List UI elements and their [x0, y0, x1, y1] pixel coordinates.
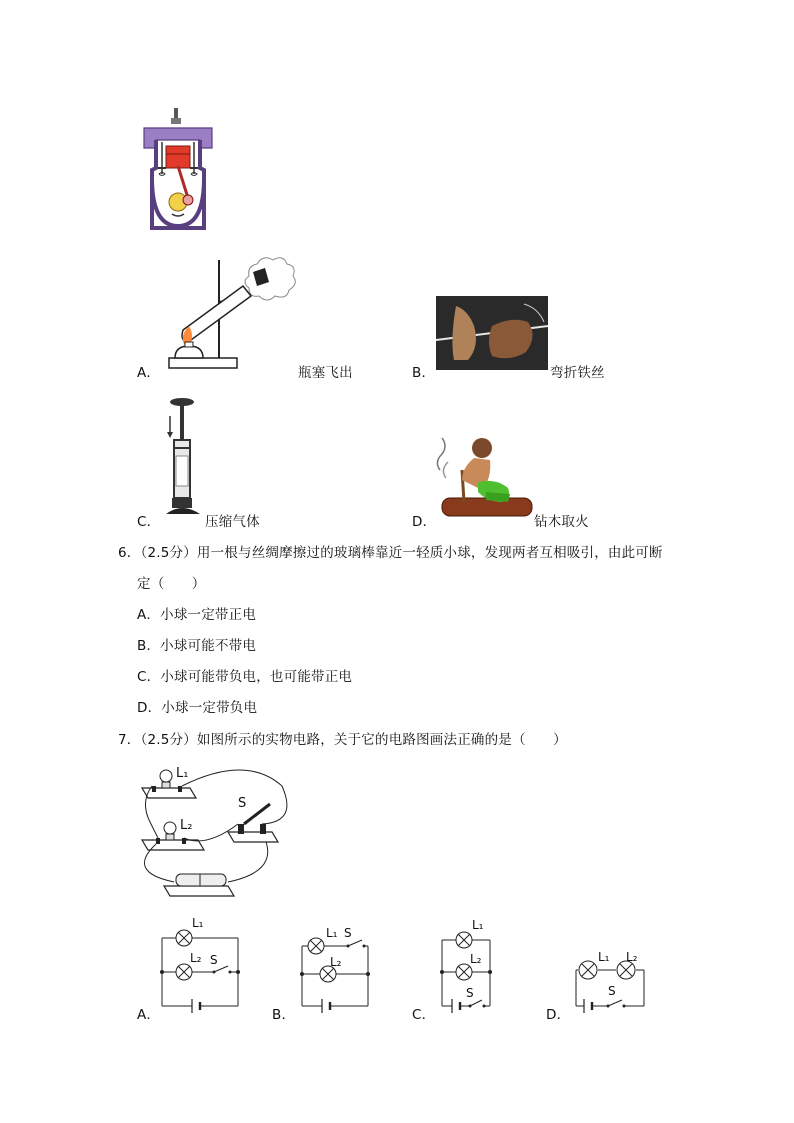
circuit-d-s-label: S — [608, 984, 616, 998]
circuit-option-c-letter: C． — [412, 1007, 436, 1023]
option-b-caption: 弯折铁丝 — [550, 365, 605, 381]
option-d-caption: 钻木取火 — [534, 514, 589, 530]
option-d-letter: D． — [412, 514, 437, 530]
physical-circuit-image — [136, 762, 296, 908]
circuit-option-d-letter: D． — [546, 1007, 571, 1023]
q7-stem: 7．（2.5分）如图所示的实物电路，关于它的电路图画法正确的是（ ） — [118, 732, 567, 748]
drilling-wood-image — [434, 434, 534, 522]
circuit-b-l2-label: L₂ — [330, 955, 342, 969]
circuit-b-l1-label: L₁ — [326, 926, 338, 940]
q6-option-a: A．小球一定带正电 — [137, 607, 257, 623]
circuit-c-l1-label: L₁ — [472, 918, 484, 932]
q6-stem-line2: 定（ ） — [137, 576, 206, 592]
q6-option-c: C．小球可能带负电，也可能带正电 — [137, 669, 353, 685]
circuit-c-s-label: S — [466, 986, 474, 1000]
physical-l1-label: L₁ — [176, 766, 189, 781]
engine-diagram — [138, 108, 218, 230]
circuit-c-l2-label: L₂ — [470, 952, 482, 966]
option-b-letter: B． — [412, 365, 436, 381]
circuit-a-l1-label: L₁ — [192, 916, 204, 930]
circuit-d-l1-label: L₁ — [598, 950, 610, 964]
circuit-option-b-letter: B． — [272, 1007, 296, 1023]
circuit-a-l2-label: L₂ — [190, 951, 202, 965]
circuit-option-a-letter: A． — [137, 1007, 161, 1023]
circuit-diagram-a — [158, 926, 240, 1010]
option-a-letter: A． — [137, 365, 161, 381]
q6-option-b: B．小球可能不带电 — [137, 638, 257, 654]
q6-stem-line1: 6．（2.5分）用一根与丝绸摩擦过的玻璃棒靠近一轻质小球，发现两者互相吸引，由此可断 — [118, 545, 663, 561]
circuit-diagram-b — [298, 936, 372, 1010]
test-tube-apparatus-image — [165, 252, 297, 374]
option-a-caption: 瓶塞飞出 — [298, 365, 353, 381]
option-c-caption: 压缩气体 — [205, 514, 260, 530]
physical-switch-label: S — [238, 796, 247, 811]
circuit-b-s-label: S — [344, 926, 352, 940]
circuit-d-l2-label: L₂ — [626, 950, 638, 964]
circuit-a-s-label: S — [210, 953, 218, 967]
bending-wire-image — [436, 296, 548, 370]
air-compression-image — [162, 396, 204, 522]
q6-option-d: D．小球一定带负电 — [137, 700, 258, 716]
physical-l2-label: L₂ — [180, 818, 193, 833]
option-c-letter: C． — [137, 514, 161, 530]
